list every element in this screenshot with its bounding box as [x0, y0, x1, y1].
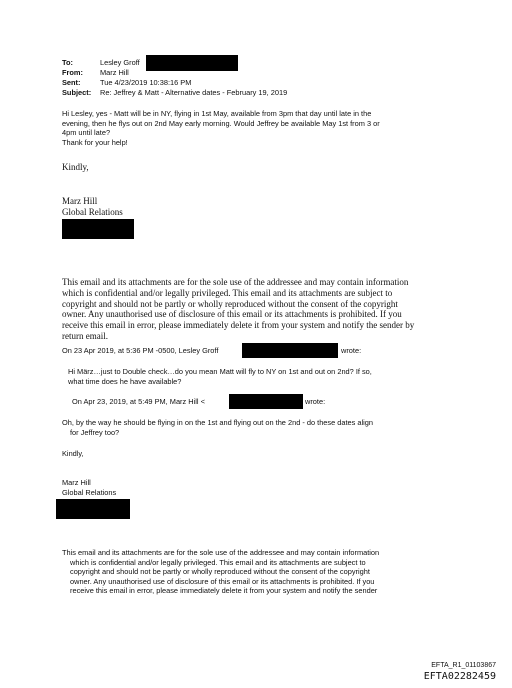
signature-name: Marz Hill	[62, 196, 98, 206]
from-label: From:	[62, 68, 83, 77]
disclaimer-line: owner. Any unauthorised use of disclosure of this email or its attachments is prohibited. If you	[62, 309, 402, 320]
document-id-small: EFTA_R1_01103867	[431, 662, 496, 669]
disclaimer-line: which is confidential and/or legally privileged. This email and its attachments are subject to	[70, 557, 366, 567]
quote-attribution: On 23 Apr 2019, at 5:36 PM -0500, Lesley Groff	[62, 346, 219, 355]
to-value: Lesley Groff	[100, 58, 140, 67]
body-paragraph	[62, 109, 380, 147]
to-label: To:	[62, 58, 73, 67]
disclaimer-line: owner. Any unauthorised use of disclosure of this email or its attachments is prohibited. If you	[70, 576, 375, 586]
document-id-large: EFTA02282459	[423, 671, 496, 682]
redaction-box	[56, 499, 130, 519]
quote-line: for Jeffrey too?	[70, 427, 120, 437]
sent-value: Tue 4/23/2019 10:38:16 PM	[100, 78, 192, 87]
disclaimer-line: copyright and should not be partly or wholly reproduced without the consent of the copyright	[70, 567, 370, 577]
quote-attribution-suffix: wrote:	[305, 397, 326, 406]
disclaimer	[62, 548, 379, 596]
subject-label: Subject:	[62, 88, 92, 97]
quote-attribution: On Apr 23, 2019, at 5:49 PM, Marz Hill <	[72, 397, 205, 406]
signature-title: Global Relations	[62, 207, 123, 217]
quote-line: what time does he have available?	[68, 376, 182, 386]
disclaimer-line: receive this email in error, please immediately delete it from your system and notify the sender by	[62, 320, 415, 331]
body-line: evening, then he flys out on 2nd May early morning. Would Jeffrey be available May 1st from 3 or	[62, 118, 380, 128]
disclaimer-line: which is confidential and/or legally privileged. This email and its attachments are subject to	[62, 287, 393, 298]
kindly-text: Kindly,	[62, 162, 89, 172]
quote-line: Oh, by the way he should be flying in on the 1st and flying out on the 2nd - do these dates align	[62, 418, 374, 427]
signature-name: Marz Hill	[62, 478, 91, 487]
quote-body	[62, 418, 373, 437]
disclaimer-line: This email and its attachments are for the sole use of the addressee and may contain information	[62, 277, 409, 287]
disclaimer-line: copyright and should not be partly or wholly reproduced without the consent of the copyright	[62, 298, 398, 309]
quote-body	[68, 367, 372, 386]
redaction-box	[242, 343, 338, 358]
redaction-box	[146, 55, 238, 71]
disclaimer	[62, 277, 414, 342]
redaction-box	[62, 219, 134, 239]
disclaimer-line: return email.	[62, 330, 108, 341]
body-line: Hi Lesley, yes - Matt will be in NY, flying in 1st May, available from 3pm that day until late in the	[62, 109, 372, 118]
body-line: 4pm until late?	[62, 128, 111, 138]
quote-line: Hi März…just to Double check…do you mean Matt will fly to NY on 1st and out on 2nd? If so,	[68, 367, 372, 376]
redaction-box	[229, 394, 303, 409]
disclaimer-line: This email and its attachments are for the sole use of the addressee and may contain information	[62, 548, 380, 557]
quote-attribution-suffix: wrote:	[341, 346, 362, 355]
subject-value: Re: Jeffrey & Matt - Alternative dates - February 19, 2019	[100, 88, 288, 97]
from-value: Marz Hill	[100, 68, 129, 77]
sent-label: Sent:	[62, 78, 81, 87]
kindly-text: Kindly,	[62, 449, 84, 458]
signature-title: Global Relations	[62, 488, 117, 497]
thanks-line: Thank for your help!	[62, 137, 128, 147]
disclaimer-line: receive this email in error, please immediately delete it from your system and notify the sender	[70, 586, 378, 596]
